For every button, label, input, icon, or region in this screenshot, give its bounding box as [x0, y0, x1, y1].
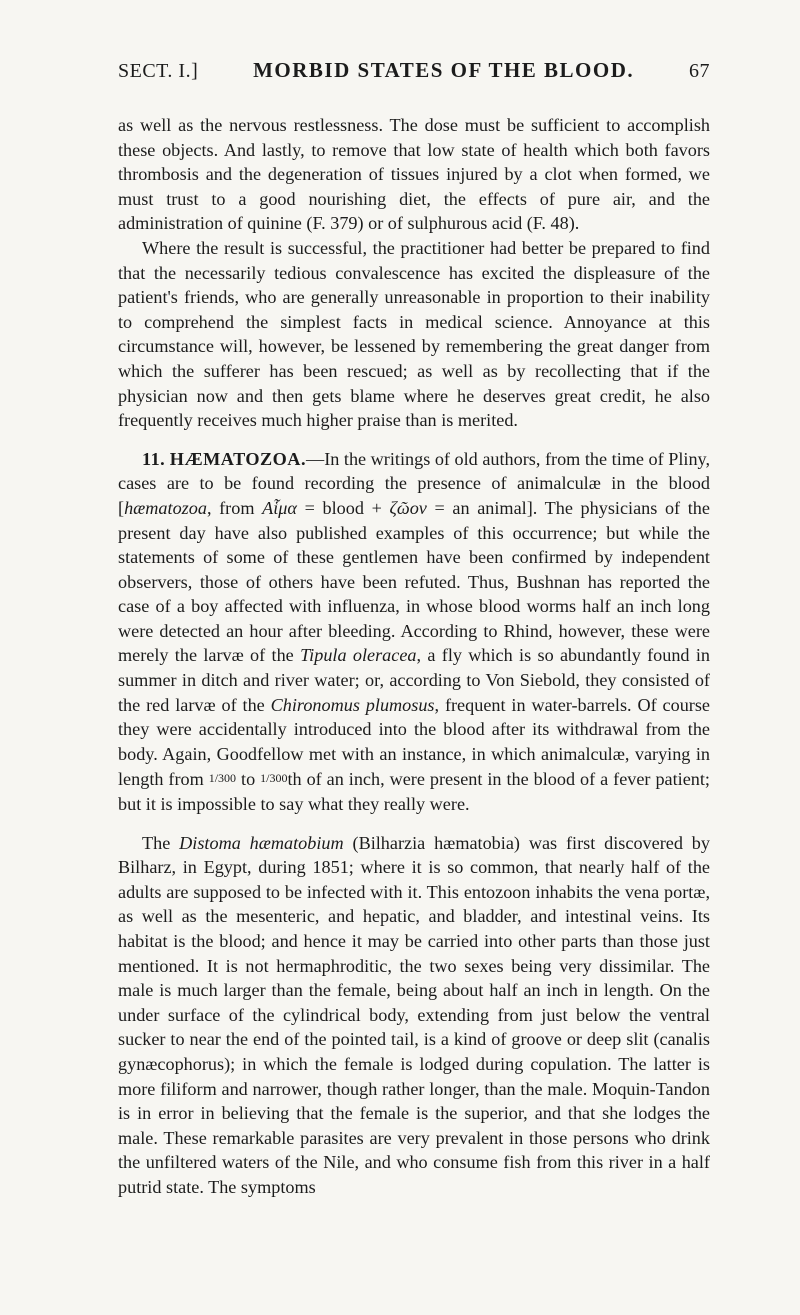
greek-word: ζῶον: [389, 497, 427, 518]
body-text: [118, 113, 710, 1200]
text-run: to: [236, 769, 261, 790]
running-header: [118, 58, 710, 83]
greek-word: Aἷμα: [262, 497, 297, 518]
species-name: Chironomus plumosus: [270, 694, 435, 715]
section-marker: SECT. I.]: [118, 60, 199, 82]
species-name: Distoma hæmatobium: [179, 832, 344, 853]
section-heading: HÆMATOZOA.: [169, 448, 306, 469]
species-name: Tipula oleracea: [300, 645, 417, 666]
paragraph-distoma: [118, 831, 710, 1200]
text-run: th of an inch, were present in the blood of a fever patient; but it is impossible to say what they really were.: [118, 769, 710, 815]
fraction: 1/300: [208, 771, 237, 786]
text-run: = blood +: [296, 497, 390, 518]
term-italic: hæmatozoa: [124, 497, 207, 518]
text-run: , a fly which is so abundantly found in summer in ditch and river water; or, according to Von Siebold, they consisted of the red larvæ of the: [118, 645, 710, 715]
text-run: , frequent in water-barrels. Of course they were accidentally introduced into the blood after its withdrawal from the body. Again, Goodfellow met with an instance, in which animalculæ, varying in length from: [118, 694, 710, 790]
paragraph-haematozoa: [118, 447, 710, 817]
text-run: (Bilharzia hæmatobia) was first discovered by Bilharz, in Egypt, during 1851; where it is so common, that nearly half of the adults are supposed to be infected with it. This entozoon inhabits the vena portæ, as well as the mesenteric, and hepatic, and bladder, and intestinal veins. Its habitat is the blood; and hence it may be carried into other parts than those just mentioned. It is not hermaphroditic, the two sexes being very dissimilar. The male is much larger than the female, being about half an inch in length. On the under surface of the cylindrical body, extending from just below the ventral sucker to near the end of the pointed tail, is a kind of groove or deep slit (canalis gynæcophorus); in which the female is lodged during copulation. The latter is more filiform and narrower, though rather longer, than the male. Moquin-Tandon is in error in believing that the female is the superior, and that she lodges the male. These remarkable parasites are very prevalent in those persons who drink the unfiltered waters of the Nile, and who consume fish from this river in a half putrid state. The symptoms: [118, 832, 710, 1197]
page-number: 67: [689, 60, 710, 82]
text-run: —In the writings of old authors, from the time of Pliny, cases are to be found recording the presence of animalculæ in the blood [: [118, 448, 710, 518]
running-title: MORBID STATES OF THE BLOOD.: [253, 58, 635, 82]
text-run: = an animal]. The physicians of the present day have also published examples of this occurrence; but while the statements of some of these gentlemen have been confirmed by independent observers, those of others have been refuted. Thus, Bushnan has reported the case of a boy affected with influenza, in whose blood worms half an inch long were detected an hour after bleeding. According to Rhind, however, these were merely the larvæ of the: [118, 497, 710, 666]
fraction: 1/300: [260, 771, 288, 786]
paragraph-1: as well as the nervous restlessness. The dose must be sufficient to accomplish these objects. And lastly, to remove that low state of health which both favors thrombosis and the degeneration of tissues injured by a clot when formed, we must trust to a good nourishing diet, the effects of pure air, and the administration of quinine (F. 379) or of sulphurous acid (F. 48).: [118, 115, 710, 234]
paragraph-2: Where the result is successful, the practitioner had better be prepared to find that the necessarily tedious convalescence has excited the displeasure of the patient's friends, who are generally unreasonable in proportion to their inability to comprehend the simplest facts in medical science. Annoyance at this circumstance will, however, be lessened by remembering the great danger from which the sufferer has been rescued; as well as by recollecting that if the physician now and then gets blame where he deserves great credit, he also frequently receives much higher praise than is merited.: [118, 237, 710, 431]
text-run: , from: [206, 497, 263, 518]
section-number: 11.: [142, 448, 166, 469]
text-run: The: [142, 832, 180, 853]
